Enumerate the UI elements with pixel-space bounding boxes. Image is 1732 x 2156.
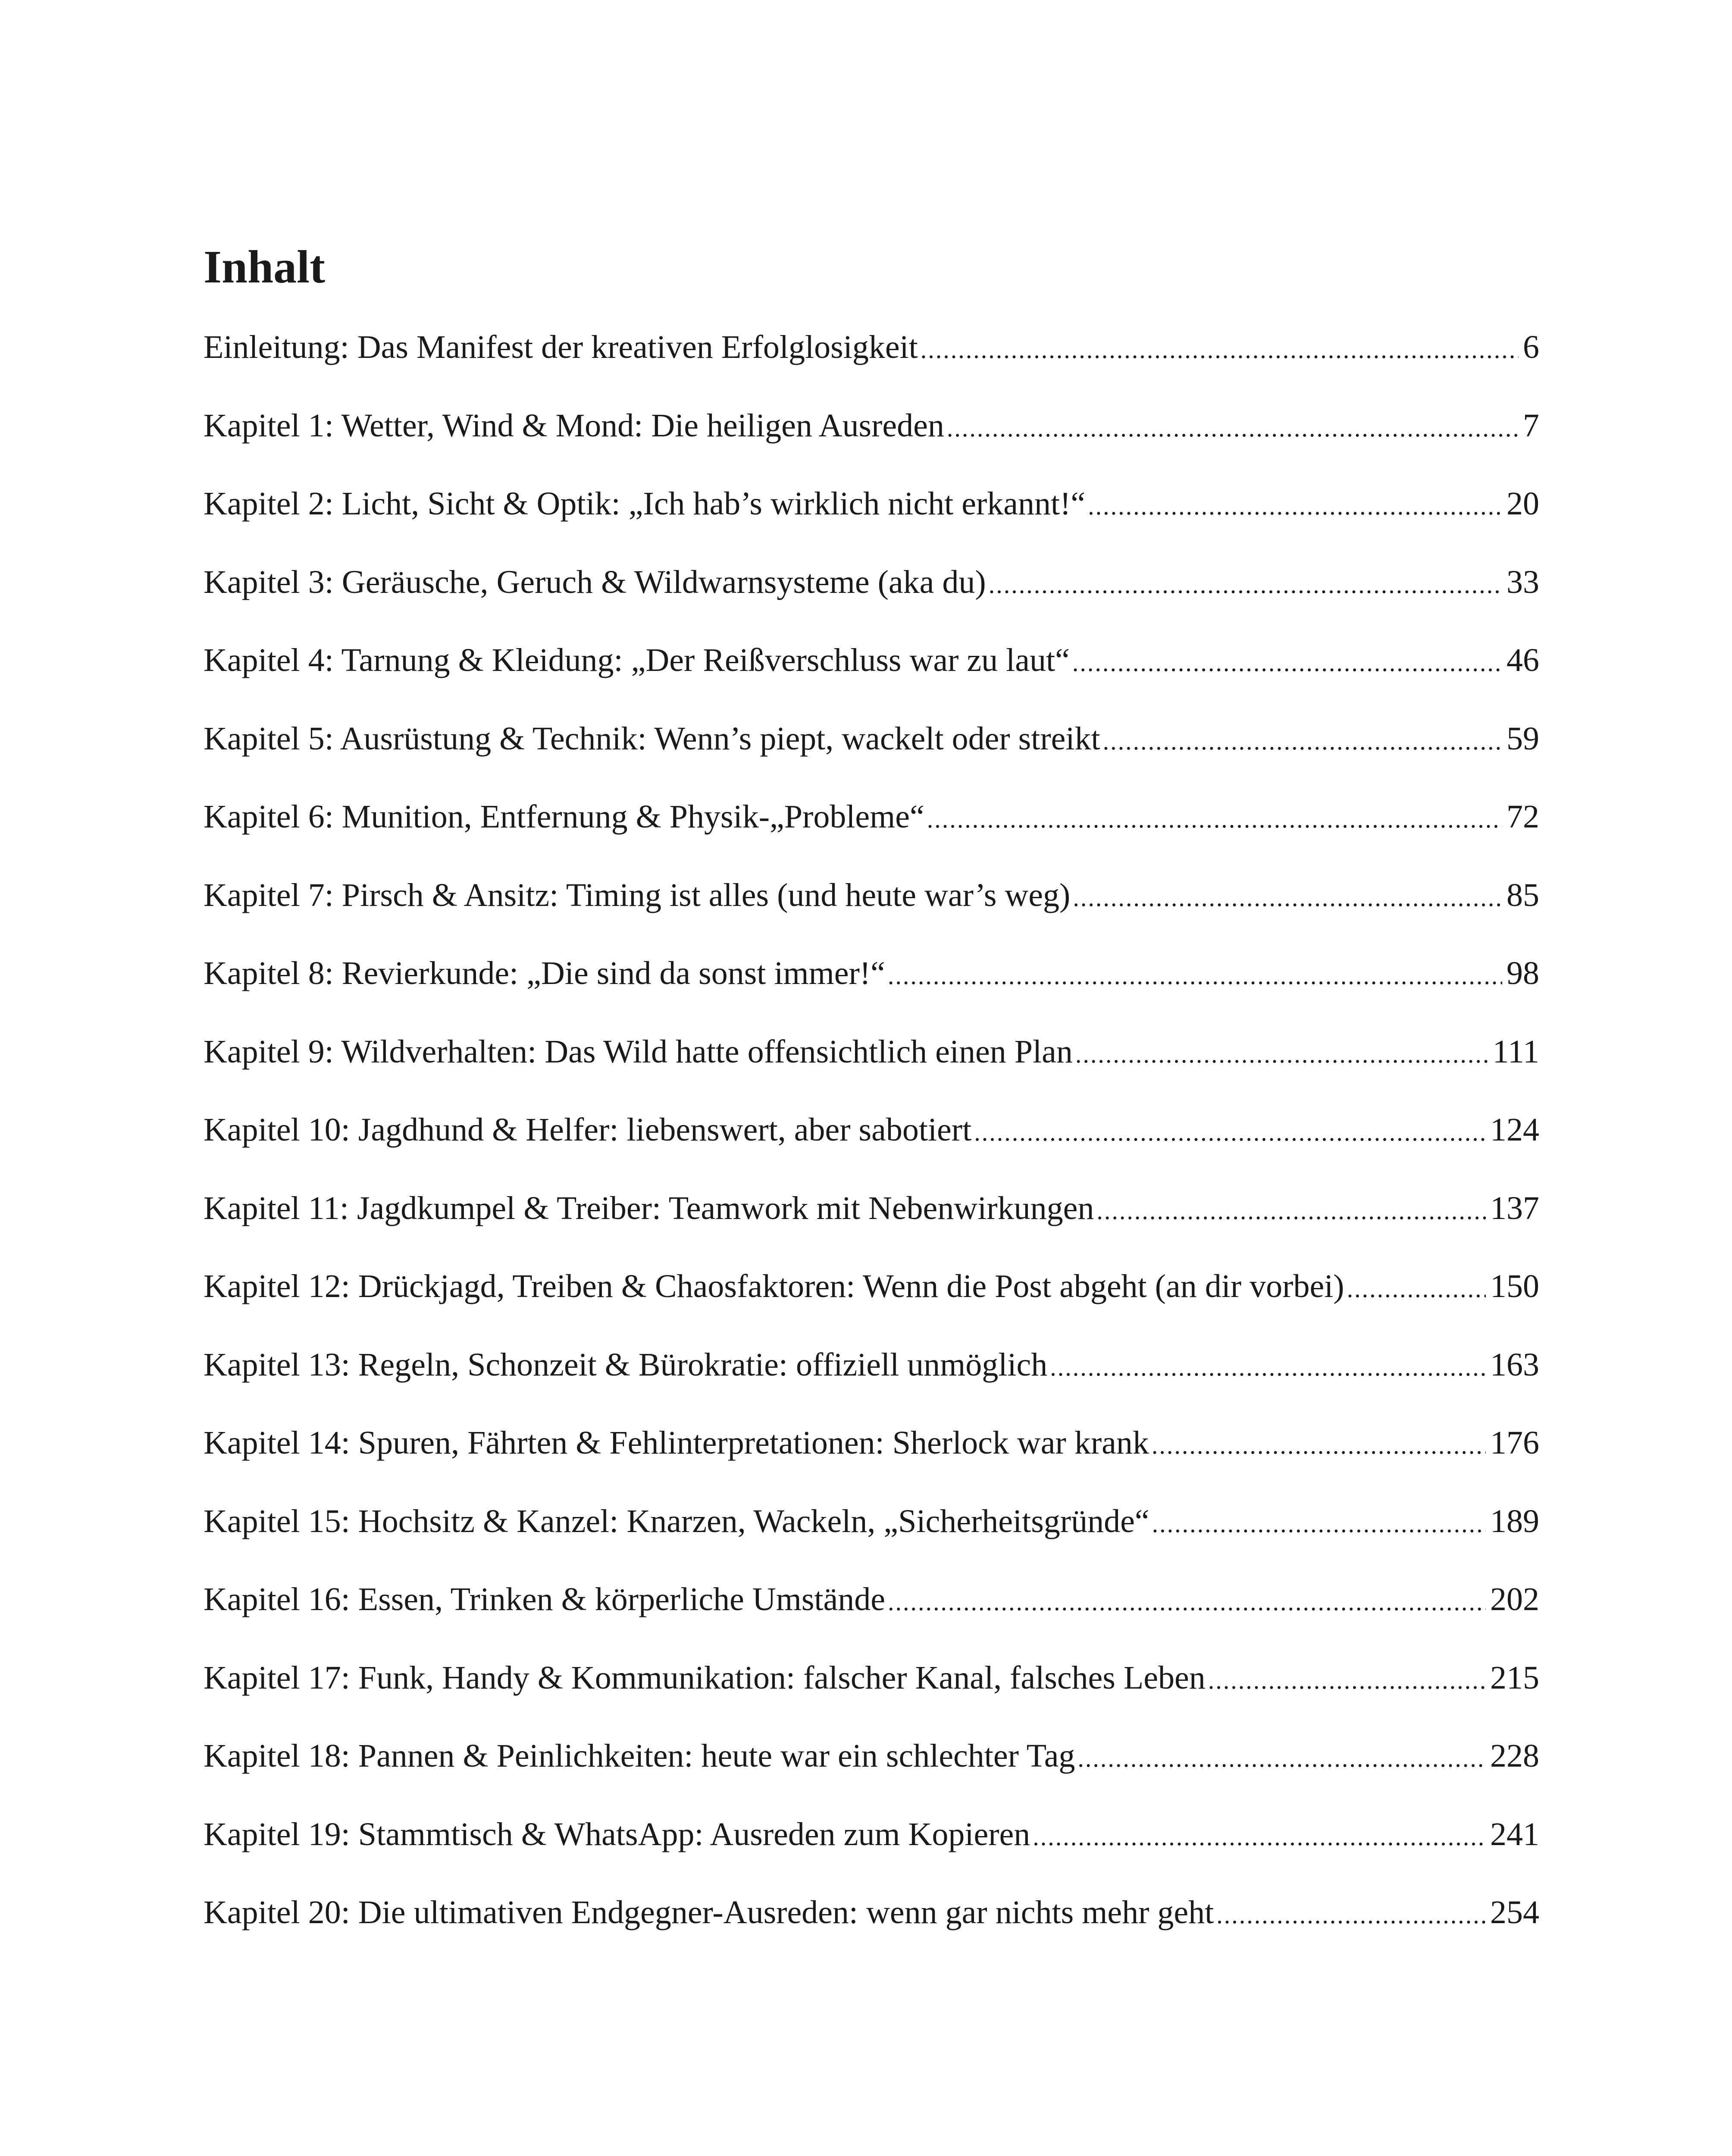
toc-entry[interactable] <box>204 874 1539 952</box>
toc-entry-page: 150 <box>1490 1268 1539 1304</box>
toc-entry[interactable] <box>204 561 1539 639</box>
toc-entry-page: 124 <box>1490 1112 1539 1148</box>
toc-entry[interactable] <box>204 482 1539 561</box>
toc-entry[interactable] <box>204 326 1539 404</box>
toc-dot-leader <box>1216 1893 1486 1937</box>
toc-entry-title: Kapitel 6: Munition, Entfernung & Physik-„Probleme“ <box>204 799 924 835</box>
toc-dot-leader <box>1072 641 1502 684</box>
toc-entry[interactable] <box>204 1030 1539 1109</box>
toc-entry[interactable] <box>204 717 1539 796</box>
toc-entry-page: 7 <box>1523 407 1539 444</box>
toc-heading: Inhalt <box>204 241 326 293</box>
toc-entry[interactable] <box>204 1187 1539 1265</box>
toc-list <box>204 326 1539 1969</box>
toc-dot-leader <box>1103 720 1502 763</box>
toc-entry-title: Kapitel 11: Jagdkumpel & Treiber: Teamwork mit Nebenwirkungen <box>204 1190 1094 1226</box>
toc-entry-page: 72 <box>1506 799 1539 835</box>
toc-entry[interactable] <box>204 404 1539 483</box>
toc-entry-title: Kapitel 13: Regeln, Schonzeit & Bürokratie: offiziell unmöglich <box>204 1346 1048 1383</box>
toc-dot-leader <box>888 954 1502 997</box>
toc-entry-page: 189 <box>1490 1503 1539 1539</box>
toc-entry-title: Kapitel 12: Drückjagd, Treiben & Chaosfaktoren: Wenn die Post abgeht (an dir vorbei) <box>204 1268 1344 1304</box>
toc-entry-page: 6 <box>1523 329 1539 365</box>
toc-entry-page: 137 <box>1490 1190 1539 1226</box>
toc-dot-leader <box>1208 1659 1486 1702</box>
toc-dot-leader <box>1033 1815 1486 1858</box>
toc-entry[interactable] <box>204 1578 1539 1656</box>
toc-entry[interactable] <box>204 1343 1539 1422</box>
toc-dot-leader <box>888 1580 1486 1623</box>
toc-dot-leader <box>1077 1737 1486 1780</box>
toc-entry-page: 33 <box>1506 564 1539 600</box>
toc-dot-leader <box>1088 485 1502 528</box>
toc-entry[interactable] <box>204 952 1539 1030</box>
toc-entry-page: 228 <box>1490 1738 1539 1774</box>
toc-entry[interactable] <box>204 639 1539 717</box>
toc-entry-title: Kapitel 7: Pirsch & Ansitz: Timing ist alles (und heute war’s weg) <box>204 877 1071 913</box>
toc-entry-title: Kapitel 16: Essen, Trinken & körperliche Umstände <box>204 1581 885 1617</box>
toc-entry-page: 254 <box>1490 1894 1539 1930</box>
toc-entry-page: 202 <box>1490 1581 1539 1617</box>
toc-entry-page: 215 <box>1490 1659 1539 1696</box>
toc-entry-title: Kapitel 4: Tarnung & Kleidung: „Der Reißverschluss war zu laut“ <box>204 642 1070 678</box>
toc-entry-page: 20 <box>1506 486 1539 522</box>
toc-entry-title: Kapitel 10: Jagdhund & Helfer: liebenswert, aber sabotiert <box>204 1112 972 1148</box>
toc-entry-page: 176 <box>1490 1425 1539 1461</box>
toc-entry-page: 85 <box>1506 877 1539 913</box>
toc-entry-title: Kapitel 17: Funk, Handy & Kommunikation: falscher Kanal, falsches Leben <box>204 1659 1206 1696</box>
toc-entry[interactable] <box>204 1891 1539 1969</box>
toc-entry[interactable] <box>204 1421 1539 1500</box>
toc-entry-title: Kapitel 14: Spuren, Fährten & Fehlinterpretationen: Sherlock war krank <box>204 1425 1149 1461</box>
toc-dot-leader <box>1152 1502 1486 1545</box>
toc-dot-leader <box>1073 876 1502 919</box>
toc-entry-title: Kapitel 2: Licht, Sicht & Optik: „Ich hab’s wirklich nicht erkannt!“ <box>204 486 1086 522</box>
toc-entry-title: Kapitel 20: Die ultimativen Endgegner-Ausreden: wenn gar nichts mehr geht <box>204 1894 1214 1930</box>
toc-entry[interactable] <box>204 1108 1539 1187</box>
toc-entry[interactable] <box>204 795 1539 874</box>
toc-dot-leader <box>1075 1033 1488 1076</box>
toc-entry-title: Kapitel 3: Geräusche, Geruch & Wildwarnsysteme (aka du) <box>204 564 986 600</box>
toc-entry-title: Kapitel 9: Wildverhalten: Das Wild hatte offensichtlich einen Plan <box>204 1033 1073 1070</box>
toc-dot-leader <box>921 328 1519 371</box>
toc-entry[interactable] <box>204 1265 1539 1343</box>
toc-entry-page: 98 <box>1506 955 1539 991</box>
toc-entry-title: Kapitel 8: Revierkunde: „Die sind da sonst immer!“ <box>204 955 885 991</box>
toc-entry-title: Kapitel 5: Ausrüstung & Technik: Wenn’s piept, wackelt oder streikt <box>204 720 1100 757</box>
toc-entry-title: Einleitung: Das Manifest der kreativen Erfolglosigkeit <box>204 329 918 365</box>
toc-entry-page: 46 <box>1506 642 1539 678</box>
toc-dot-leader <box>1050 1346 1486 1389</box>
toc-entry-title: Kapitel 15: Hochsitz & Kanzel: Knarzen, Wackeln, „Sicherheitsgründe“ <box>204 1503 1149 1539</box>
toc-dot-leader <box>989 563 1502 606</box>
toc-dot-leader <box>1347 1267 1486 1310</box>
toc-dot-leader <box>947 407 1519 450</box>
toc-entry-page: 111 <box>1492 1033 1539 1070</box>
toc-entry-title: Kapitel 19: Stammtisch & WhatsApp: Ausreden zum Kopieren <box>204 1816 1030 1852</box>
toc-entry[interactable] <box>204 1813 1539 1891</box>
toc-entry-title: Kapitel 1: Wetter, Wind & Mond: Die heiligen Ausreden <box>204 407 944 444</box>
toc-dot-leader <box>1096 1189 1486 1232</box>
toc-entry-page: 59 <box>1506 720 1539 757</box>
toc-dot-leader <box>1152 1424 1486 1467</box>
toc-entry-page: 163 <box>1490 1346 1539 1383</box>
toc-entry[interactable] <box>204 1734 1539 1813</box>
toc-dot-leader <box>927 798 1502 841</box>
toc-entry-page: 241 <box>1490 1816 1539 1852</box>
toc-entry-title: Kapitel 18: Pannen & Peinlichkeiten: heute war ein schlechter Tag <box>204 1738 1075 1774</box>
toc-dot-leader <box>974 1111 1486 1154</box>
toc-entry[interactable] <box>204 1500 1539 1578</box>
toc-entry[interactable] <box>204 1656 1539 1735</box>
